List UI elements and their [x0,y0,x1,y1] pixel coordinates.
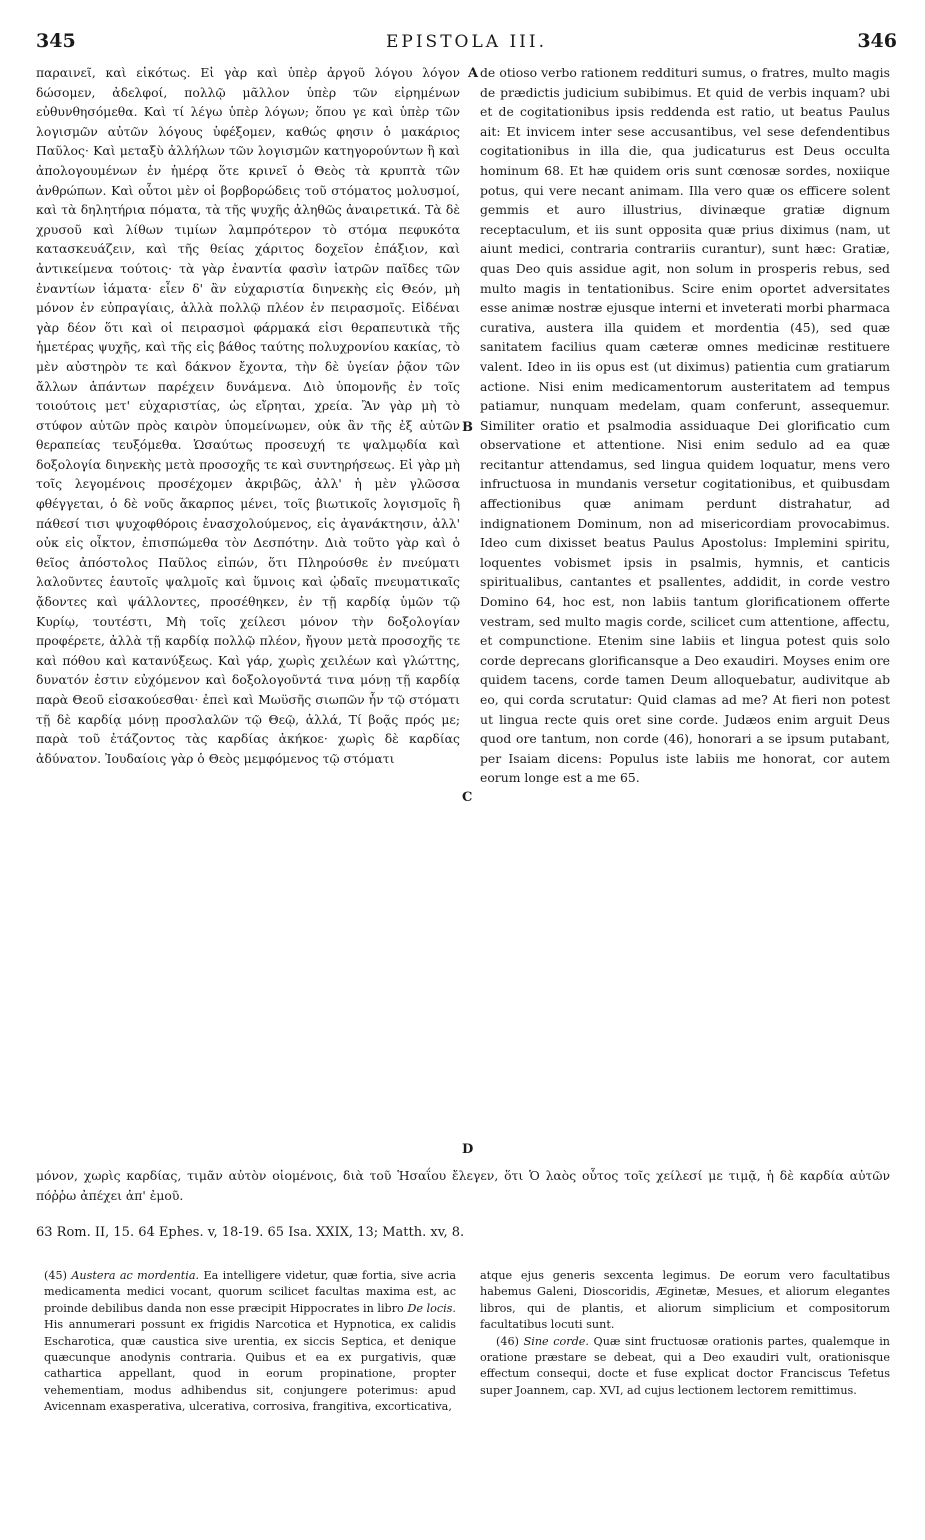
margin-marker-b: B [462,420,473,435]
footnote-45-book: De locis. [407,1301,456,1315]
footnote-45-continued: atque ejus generis sexcenta legimus. De eorum vero facultatibus habemus Galeni, Dioscoridis, Æginetæ, Mesues, et aliorum elegantes libros, qui de plantis, et aliorum simplicium et compositorum facultatibus locuti sunt. [480,1269,890,1332]
margin-marker-d: D [462,1142,474,1157]
latin-column [480,63,890,788]
footnotes-right [480,1268,890,1399]
greek-continuation-text: μόνον, χωρὶς καρδίας, τιμᾶν αὐτὸν οἰομένοις, διὰ τοῦ Ἡσαΐου ἔλεγεν, ὅτι Ὁ λαὸς οὗτος τοῖς χείλεσί με τιμᾷ, ἡ δὲ καρδία αὐτῶν πόῤῥω ἀπέχει ἀπ' ἐμοῦ. [36,1168,890,1203]
footnote-45-lemma: Austera ac mordentia. [71,1269,200,1282]
margin-marker-c: C [462,790,473,805]
footnote-46-label: (46) [496,1334,519,1348]
greek-text: παραινεῖ, καὶ εἰκότως. Εἰ γὰρ καὶ ὑπὲρ ἀργοῦ λόγου λόγον δώσομεν, ἀδελφοί, πολλῷ μᾶλλον ὑπὲρ τῶν εἰρημένων εὐθυνθησόμεθα. Καὶ τί λέγω ὑπὲρ λόγων; ὅπου γε καὶ ὑπὲρ τῶν λογισμῶν αὐτῶν λόγους ὑφέξομεν, καθώς φησιν ὁ μακάριος Παῦλος· Καὶ μεταξὺ ἀλλήλων τῶν λογισμῶν κατηγορούντων ἢ καὶ ἀπολογουμένων ἐν ἡμέρᾳ ὅτε κρινεῖ ὁ Θεὸς τὰ κρυπτὰ τῶν ἀνθρώπων. Καὶ οὗτοι μὲν οἱ βορβορώδεις τοῦ στόματος μολυσμοί, καὶ τὰ δηλητήρια πόματα, τὰ τῆς ψυχῆς ἀληθῶς ἀναιρετικά. Τὰ δὲ χρυσοῦ καὶ λίθων τιμίων λαμπρότερον τὸ στόμα πεφυκότα κατασκευάζειν, καὶ τῆς θείας χάριτος δοχεῖον ἐπάξιον, καὶ ἀντικείμενα τούτοις· τὰ γὰρ ἐναντία φασὶν ἰατρῶν παῖδες τῶν ἐναντίων ἰάματα· εἶεν δ' ἂν εὐχαριστία διηνεκὴς εἰς Θεόν, μὴ μόνον ἐν εὐπραγίαις, ἀλλὰ πολλῷ πλέον ἐν πειρασμοῖς. Εἰδέναι γὰρ δέον ὅτι καὶ οἱ πειρασμοὶ φάρμακά εἰσι θεραπευτικὰ τῆς ἡμετέρας ψυχῆς, καὶ τῆς εἰς βάθος ταύτης πολυχρονίου κακίας, τὸ μὲν αὐστηρὸν τε καὶ δάκνον ἔχοντα, τὴν δὲ ὑγείαν ῥᾷον τῶν ἄλλων ἁπάντων παρέχειν δυνάμενα. Διὸ ὑπομονῆς ἐν τοῖς τοιούτοις μετ' εὐχαριστίας, ὡς εἴρηται, χρεία. Ἂν γὰρ μὴ τὸ στύφον αὐτῶν πρὸς καιρὸν ὑπομείνωμεν, οὐκ ἂν τῆς ἐξ αὐτῶν θεραπείας τευξόμεθα. Ὡσαύτως προσευχή τε ψαλμῳδία καὶ δοξολογία διηνεκὴς μετὰ προσοχῆς τε καὶ συντηρήσεως. Εἰ γὰρ μὴ τοῖς λεγομένοις προσέχομεν ἀκριβῶς, ἀλλ' ἡ μὲν γλῶσσα φθέγγεται, ὁ δὲ νοῦς ἄκαρπος μένει, τοῖς βιωτικοῖς λογισμοῖς ἢ πάθεσί τισι ψυχοφθόροις ἐνασχολούμενος, εἰς ἀγανάκτησιν, ἀλλ' οὐκ εἰς οἶκτον, ἐπισπώμεθα τὸν Δεσπότην. Διὰ τοῦτο γὰρ καὶ ὁ θεῖος ἀπόστολος Παῦλος εἰπών, ὅτι Πληρούσθε ἐν πνεύματι λαλοῦντες ἑαυτοῖς ψαλμοῖς καὶ ὕμνοις καὶ ᾠδαῖς πνευματικαῖς ᾄδοντες καὶ ψάλλοντες, προσέθηκεν, ἐν τῇ καρδίᾳ ὑμῶν τῷ Κυρίῳ, τουτέστι, Μὴ τοῖς χείλεσι μόνον τὴν δοξολογίαν προφέρετε, ἀλλὰ τῇ καρδίᾳ πολλῷ πλέον, ἤγουν μετὰ προσοχῆς τε καὶ πόθου καὶ κατανύξεως. Καὶ γάρ, χωρὶς χειλέων καὶ γλώττης, δυνατόν ἐστιν εὐχόμενον καὶ δοξολογοῦντά τινα μόνῃ τῇ καρδίᾳ παρὰ Θεοῦ εἰσακούεσθαι· ἐπεὶ καὶ Μωϋσῆς σιωπῶν ἦν τῷ στόματι τῇ δὲ καρδίᾳ μόνῃ προσλαλῶν τῷ Θεῷ, ἀλλά, Τί βοᾷς πρός με; παρὰ τοῦ ἐτάζοντος τὰς καρδίας ἀκήκοε· χωρὶς δὲ καρδίας ἀδύνατον. Ἰουδαίοις γὰρ ὁ Θεὸς μεμφόμενος τῷ στόματι [36,65,460,766]
greek-column [36,63,460,768]
footnote-45 [44,1268,456,1416]
page-header [36,30,897,56]
margin-marker-a: A [468,66,479,81]
scripture-references: 63 Rom. II, 15. 64 Ephes. v, 18-19. 65 Isa. XXIX, 13; Matth. xv, 8. [36,1225,465,1240]
page-number-left: 345 [36,30,76,52]
footnote-45-text-b: His annumerari possunt ex frigidis Narcotica et Hypnotica, ex calidis Escharotica, quæ caustica sive urentia, ex siccis Septica, et denique quæcunque anodynis contraria. Quibus et ea ex purgativis, quæ cathartica appellant, quod in eorum propinatione, propter vehementiam, modus adhibendus sit, conjungere poterimus: apud Avicennam exasperativa, ulcerativa, corrosiva, frangitiva, excorticativa, [44,1318,456,1414]
footnote-45-text-a: Ea intelligere videtur, quæ fortia, sive acria medicamenta medici vocant, quorum scilicet facultas maxima est, ac proinde debilibus danda non esse præcipit Hippocrates in libro [44,1269,457,1315]
running-title: EPISTOLA III. [385,32,547,52]
footnotes-left [44,1268,456,1416]
footnote-45-label: (45) [44,1269,67,1282]
footnote-46-text: Quæ sint fructuosæ orationis partes, qualemque in oratione præstare se debeat, qui a Deo exaudiri vult, orationisque effectum consequi, docte et fuse explicat doctor Franciscus Tefetus super Joannem, cap. XVI, ad cujus lectionem lectorem remittimus. [480,1334,891,1397]
latin-text: de otioso verbo rationem reddituri sumus, o fratres, multo magis de prædictis judicium subibimus. Et quid de verbis inquam? ubi et de cogitationibus ipsis reddenda est ratio, ut beatus Paulus ait: Et invicem inter sese accusantibus, vel sese defendentibus cogitationibus in illa die, qua judicaturus est Deus occulta hominum 68. Et hæ quidem oris sunt cœnosæ sordes, noxiique potus, qui vere necant animam. Illa vero quæ os efficere solent gemmis et auro illustrius, divinæque gratiæ dignum receptaculum, et iis sunt opposita quæ prius diximus (nam, ut aiunt medici, contraria contrariis curantur), sunt hæc: Gratiæ, quas Deo quis assidue agit, non solum in prosperis rebus, sed multo magis in tentationibus. Scire enim oportet adversitates esse animæ nostræ ejusque interni et inveterati morbi pharmaca curativa, austera illa quidem et mordentia (45), sed quæ sanitatem facilius quam cæteræ omnes medicinæ restituere valent. Ideo in iis opus est (ut diximus) patientia cum gratiarum actione. Nisi enim medicamentorum austeritatem ad tempus patiamur, nunquam medelam, quam conferunt, assequemur. Similiter oratio et psalmodia assiduaque Dei glorificatio cum observatione et attentione. Nisi enim sedulo ad ea quæ recitantur attendamus, sed lingua quidem loquatur, mens vero infructuosa in mundanis versetur cogitationibus, et quibusdam affectionibus quæ animam perdunt distrahatur, ad indignationem Dominum, non ad misericordiam provocabimus. Ideo cum dixisset beatus Paulus Apostolus: Implemini spiritu, loquentes vobismet ipsis in psalmis, hymnis, et canticis spiritualibus, cantantes et psallentes, addidit, in corde vestro Domino 64, hoc est, non labiis tantum glorificationem offerte vestram, sed multo magis corde, scilicet cum attentione, affectu, et compunctione. Etenim sine labiis et lingua potest quis solo corde deprecans glorificansque a Deo exaudiri. Moyses enim ore quidem tacens, corde tamen Deum alloquebatur, audivitque ab eo, qui corda scrutatur: Quid clamas ad me? At fieri non potest ut lingua recte quis oret sine corde. Judæos enim arguit Deus quod ore tantum, non corde (46), honorari a se ipsum putabant, per Isaiam dicens: Populus iste labiis me honorat, cor autem eorum longe est a me 65. [480,65,890,786]
footnote-46-lemma: Sine corde. [523,1334,589,1348]
page-number-right: 346 [857,30,897,52]
footnote-46 [480,1334,890,1400]
greek-continuation [36,1166,890,1205]
